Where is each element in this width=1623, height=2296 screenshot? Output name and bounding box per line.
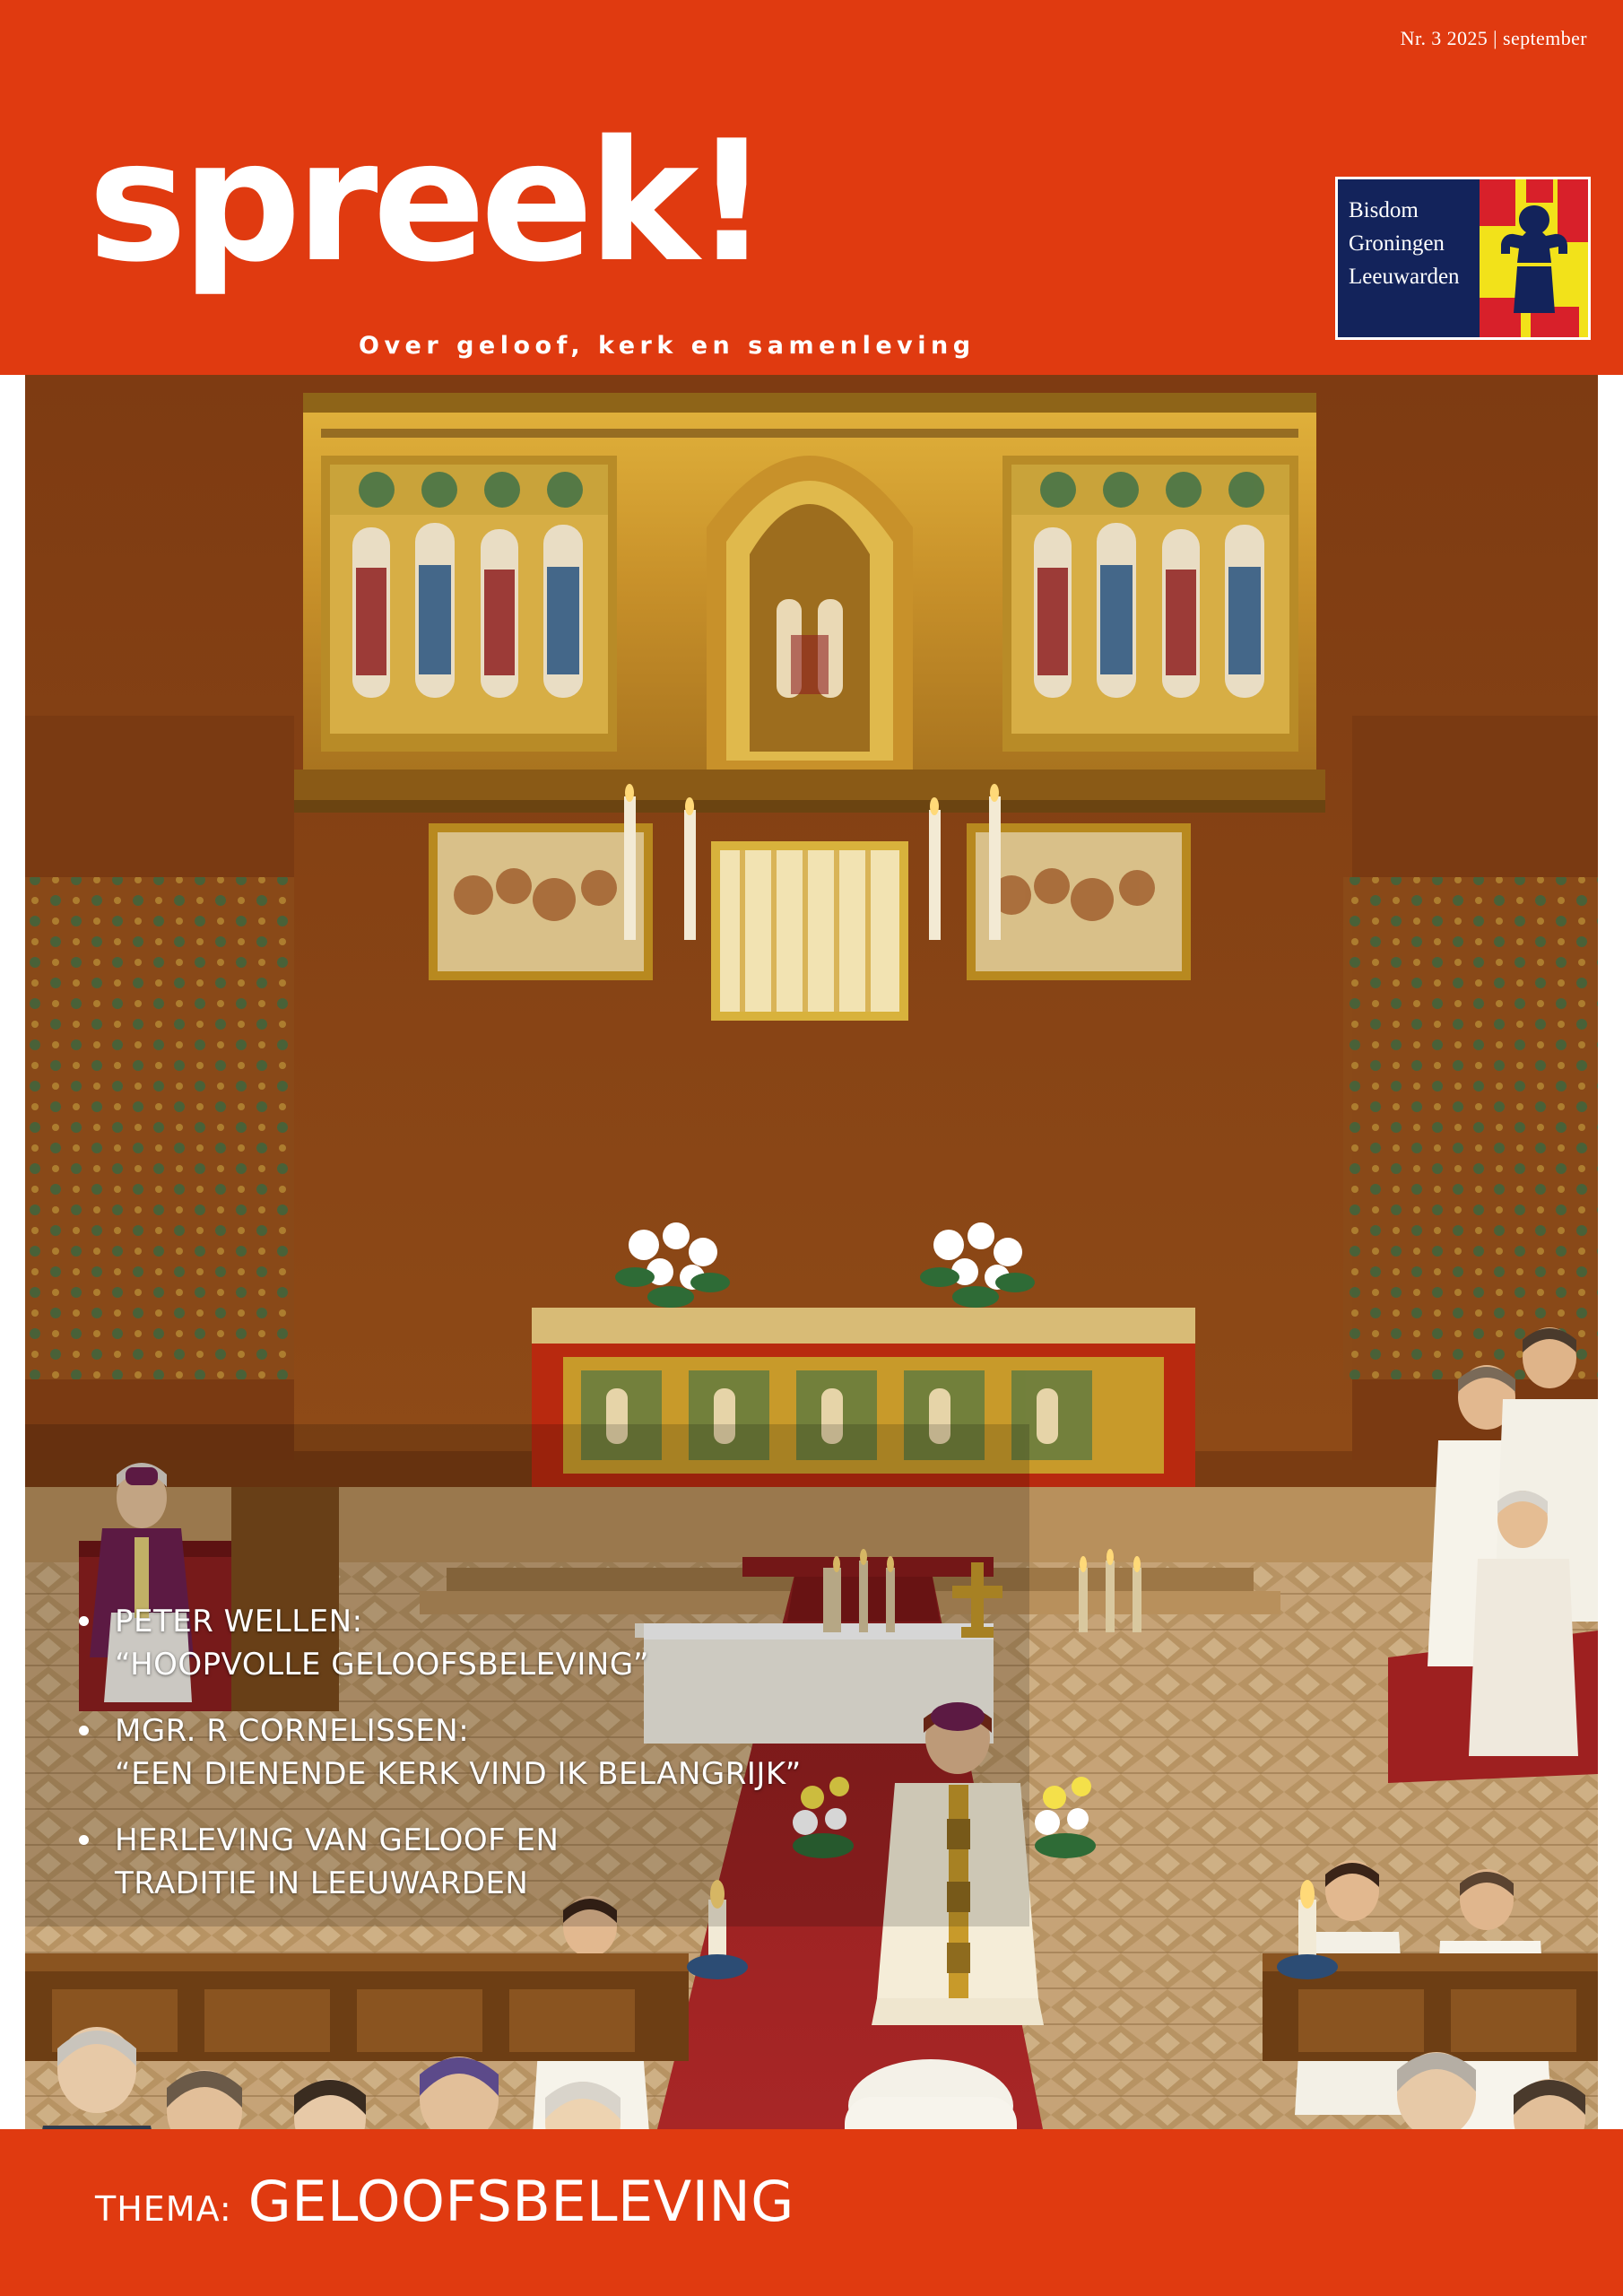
diocese-line-2: Groningen: [1349, 231, 1445, 256]
praying-figure-icon: [1496, 200, 1573, 317]
bullet-dot-icon: [79, 1726, 89, 1735]
diocese-line-1: Bisdom: [1349, 198, 1419, 222]
theme-band: [0, 2129, 1623, 2296]
headline-line-1: MGR. R CORNELISSEN:: [115, 1713, 470, 1749]
headline-line-2: “EEN DIENENDE KERK VIND IK BELANGRIJK”: [115, 1756, 802, 1792]
headline-line-1: PETER WELLEN:: [115, 1604, 363, 1639]
issue-number: Nr. 3 2025: [1400, 27, 1488, 49]
diocese-line-3: Leeuwarden: [1349, 265, 1460, 289]
bullet-dot-icon: [79, 1616, 89, 1626]
diocese-emblem: [1480, 179, 1588, 337]
theme-value: GELOOFSBELEVING: [247, 2169, 794, 2234]
cover-photo: [25, 375, 1598, 2129]
diocese-logo: [1335, 177, 1591, 340]
headline-line-2: “HOOPVOLLE GELOOFSBELEVING”: [115, 1647, 650, 1683]
issue-separator: |: [1493, 27, 1497, 49]
theme-label: THEMA:: [95, 2189, 232, 2229]
headline-line-1: HERLEVING VAN GELOOF EN: [115, 1822, 560, 1858]
masthead-band: [0, 0, 1623, 375]
headline-item: [65, 1600, 1141, 1686]
cover-headlines: [65, 1600, 1141, 1928]
issue-month: september: [1502, 27, 1587, 49]
headline-item: [65, 1709, 1141, 1796]
magazine-logotype: spreek!: [88, 104, 765, 299]
diocese-logo-text: [1338, 179, 1480, 337]
bullet-dot-icon: [79, 1835, 89, 1845]
issue-info: [1401, 27, 1587, 50]
headline-line-2: TRADITIE IN LEEUWARDEN: [115, 1866, 529, 1901]
theme-line: [95, 2169, 794, 2234]
headline-item: [65, 1819, 1141, 1905]
magazine-tagline: Over geloof, kerk en samenleving: [359, 332, 976, 360]
